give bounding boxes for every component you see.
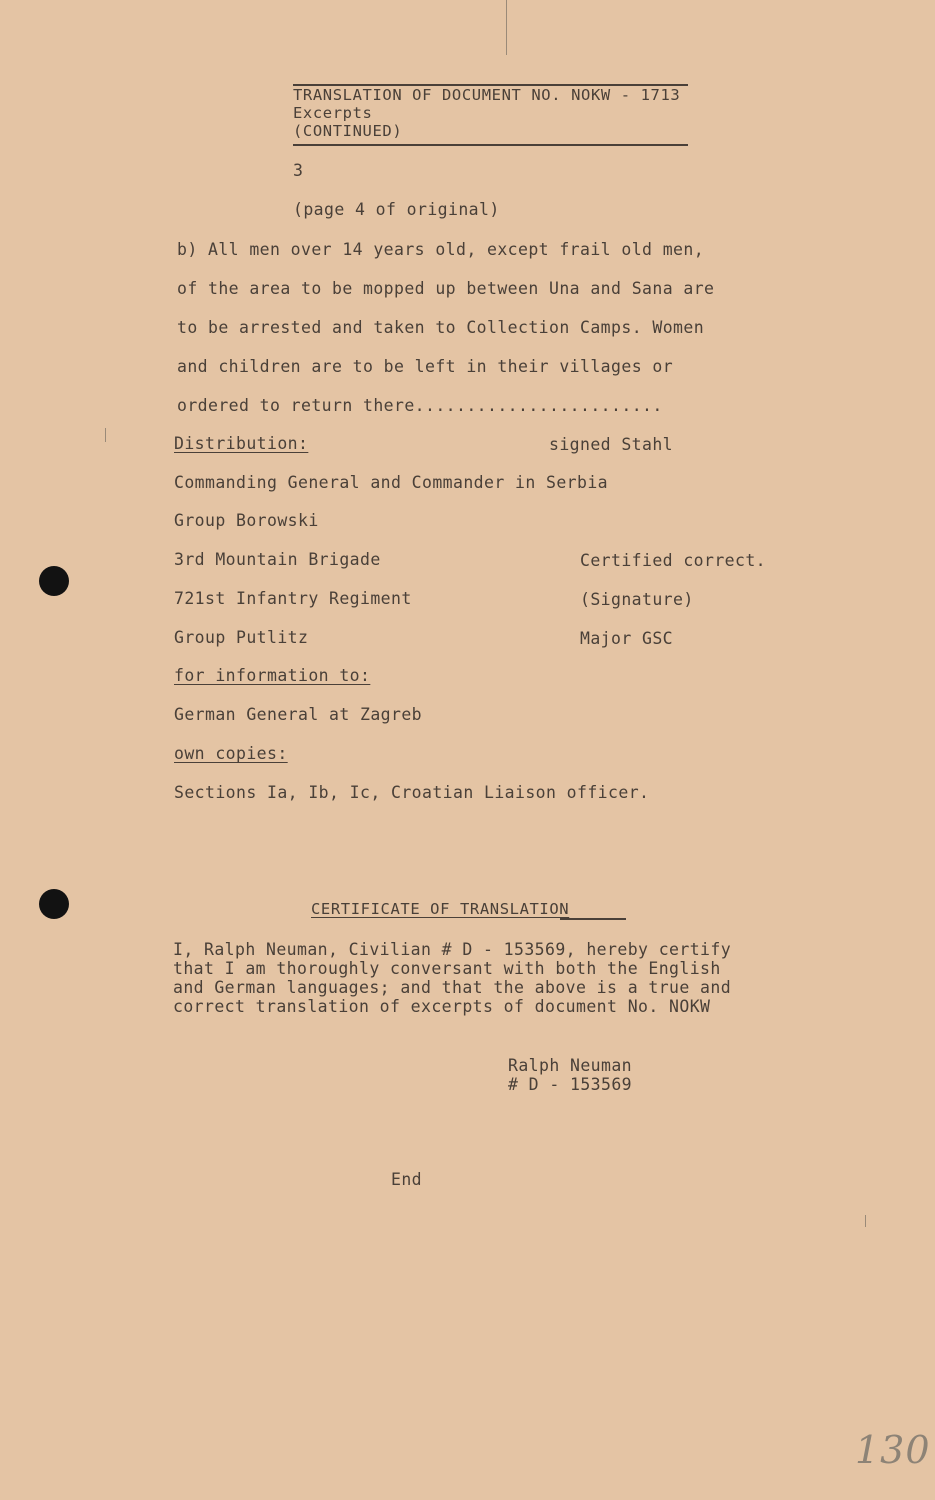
paper-mark [865, 1215, 866, 1227]
translator-id: # D - 153569 [508, 1075, 633, 1094]
page-number: 3 [293, 161, 304, 180]
translator-name: Ralph Neuman [508, 1056, 633, 1075]
certificate-line: and German languages; and that the above is a true and [173, 978, 732, 997]
info-heading: for information to: [174, 666, 371, 685]
body-line: to be arrested and taken to Collection Camps. Women [177, 318, 705, 337]
signer-rank: Major GSC [580, 629, 674, 648]
punch-hole [39, 889, 69, 919]
certificate-title-rule [560, 918, 626, 920]
header-bottom-rule [293, 144, 688, 146]
distribution-item: Group Putlitz [174, 628, 309, 647]
document-title: TRANSLATION OF DOCUMENT NO. NOKW - 1713 [293, 86, 681, 104]
body-line: b) All men over 14 years old, except frail old men, [177, 240, 705, 259]
certified-correct: Certified correct. [580, 551, 767, 570]
signed-line: signed Stahl [549, 435, 674, 454]
certificate-line: I, Ralph Neuman, Civilian # D - 153569, hereby certify [173, 940, 732, 959]
certificate-line: correct translation of excerpts of document No. NOKW [173, 997, 711, 1016]
header-excerpts: Excerpts [293, 104, 373, 122]
end-marker: End [391, 1170, 423, 1189]
paper-mark [105, 428, 106, 442]
original-page-note: (page 4 of original) [293, 200, 500, 219]
body-line: of the area to be mopped up between Una and Sana are [177, 279, 715, 298]
distribution-item: 721st Infantry Regiment [174, 589, 412, 608]
info-item: German General at Zagreb [174, 705, 423, 724]
own-copies-item: Sections Ia, Ib, Ic, Croatian Liaison officer. [174, 783, 650, 802]
distribution-heading: Distribution: [174, 434, 309, 453]
body-line: and children are to be left in their villages or [177, 357, 674, 376]
certificate-line: that I am thoroughly conversant with both the English [173, 959, 721, 978]
header-continued: (CONTINUED) [293, 122, 403, 140]
punch-hole [39, 566, 69, 596]
certificate-title: CERTIFICATE OF TRANSLATION [311, 900, 570, 918]
body-line: ordered to return there........................ [177, 396, 663, 415]
signature-placeholder: (Signature) [580, 590, 694, 609]
handwritten-page-number: 130 [855, 1428, 931, 1472]
paper-mark [506, 0, 507, 55]
distribution-item: Commanding General and Commander in Serbia [174, 473, 609, 492]
distribution-item: 3rd Mountain Brigade [174, 550, 381, 569]
distribution-item: Group Borowski [174, 511, 319, 530]
own-copies-heading: own copies: [174, 744, 288, 763]
